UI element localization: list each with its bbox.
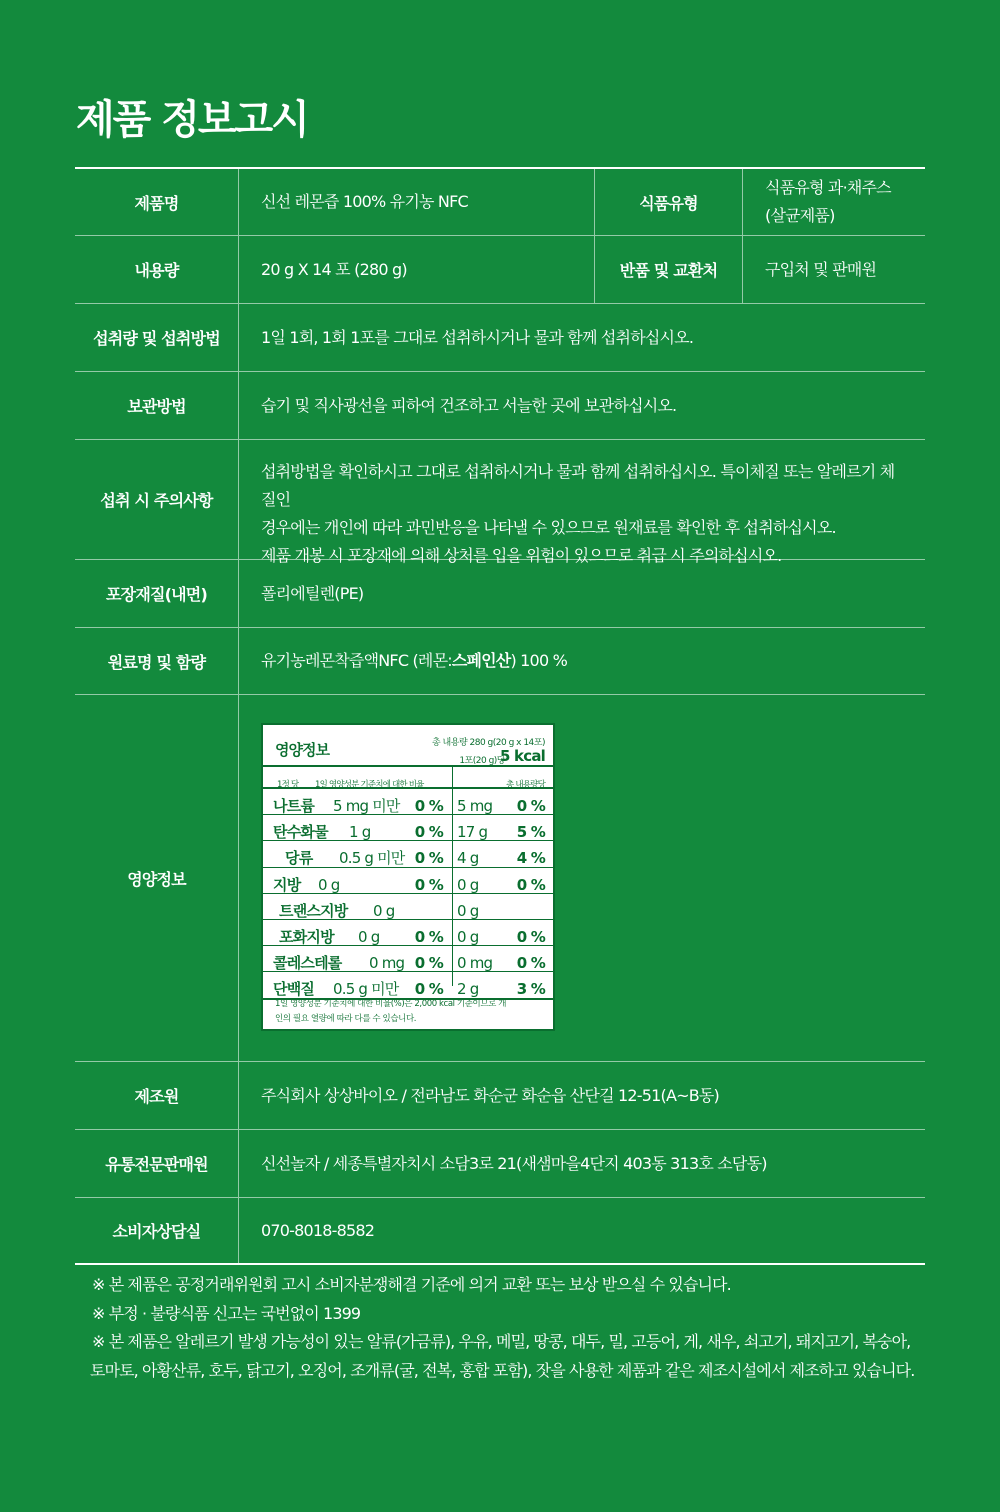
label-intake: 섭취량 및 섭취방법 <box>75 304 239 371</box>
nutrient-total-percent: 4 % <box>516 849 545 868</box>
nutrient-amount: 0.5 g 미만 <box>333 980 399 999</box>
value-storage: 습기 및 직사광선을 피하여 건조하고 서늘한 곳에 보관하십시오. <box>261 395 677 415</box>
nutrient-amount: 0 mg <box>369 954 405 973</box>
label-food-type: 식품유형 <box>595 169 743 235</box>
nutrient-total-percent: 0 % <box>516 875 545 894</box>
value-distributor: 신선놀자 / 세종특별자치시 소담3로 21(새샘마을4단지 403동 313호 소담동) <box>261 1153 767 1173</box>
nutrient-total-amount: 5 mg <box>457 797 493 815</box>
nutrition-per: 1포(20 g)당 <box>459 756 505 766</box>
nutrient-name: 지방 <box>273 875 301 894</box>
nutrition-row <box>263 868 553 894</box>
row-content <box>75 236 925 304</box>
label-distributor: 유통전문판매원 <box>75 1130 239 1197</box>
label-manufacturer: 제조원 <box>75 1062 239 1129</box>
label-consumer: 소비자상담실 <box>75 1198 239 1263</box>
label-caution: 섭취 시 주의사항 <box>75 440 239 559</box>
value-consumer: 070-8018-8582 <box>261 1220 375 1240</box>
nutrition-footnote-2: 인의 필요 열량에 따라 다를 수 있습니다. <box>275 1014 417 1024</box>
value-packaging: 폴리에틸렌(PE) <box>261 583 364 603</box>
nutrient-daily-percent: 0 % <box>414 954 443 973</box>
nutrition-row <box>263 972 553 999</box>
nutrient-total-amount: 0 g <box>457 901 479 920</box>
nutrition-row <box>263 894 553 920</box>
nutrition-sub-b: 1일 영양성분 기준치에 대한 비율 <box>315 780 424 790</box>
nutrient-total-percent: 0 % <box>516 797 545 815</box>
caution-line-2: 경우에는 개인에 따라 과민반응을 나타낼 수 있으므로 원재료를 확인한 후 섭취하십시오. <box>261 518 836 537</box>
nutrition-kcal: 5 kcal <box>500 747 545 765</box>
nutrient-total-amount: 0 g <box>457 927 479 946</box>
nutrient-name: 단백질 <box>273 980 315 999</box>
nutrient-total-percent: 0 % <box>516 954 545 973</box>
nutrient-amount: 0 g <box>358 927 380 946</box>
nutrient-amount: 0 g <box>373 901 395 920</box>
nutrient-total-amount: 0 g <box>457 875 479 894</box>
label-return-place: 반품 및 교환처 <box>595 236 743 303</box>
row-caution <box>75 440 925 565</box>
nutrient-amount: 0 g <box>318 875 340 894</box>
nutrition-row <box>263 946 553 972</box>
row-packaging <box>75 560 925 628</box>
nutrition-sub-a: 1정 당 <box>277 780 299 790</box>
nutrient-daily-percent: 0 % <box>414 875 443 894</box>
nutrition-row <box>263 841 553 867</box>
nutrient-name: 콜레스테롤 <box>273 954 342 973</box>
label-content: 내용량 <box>75 236 239 303</box>
nutrient-name: 포화지방 <box>279 927 334 946</box>
product-info-table <box>75 167 925 1265</box>
value-food-type: 식품유형 과·채주스(살균제품) <box>765 178 891 225</box>
row-ingredients <box>75 628 925 695</box>
nutrient-amount: 5 mg 미만 <box>333 797 400 815</box>
notice-item-1: ※ 본 제품은 공정거래위원회 고시 소비자분쟁해결 기준에 의거 교환 또는 보상 받으실 수 있습니다. <box>92 1275 731 1294</box>
value-manufacturer: 주식회사 상상바이오 / 전라남도 화순군 화순읍 산단길 12-51(A~B동) <box>261 1085 719 1105</box>
notice-item-3: ※ 본 제품은 알레르기 발생 가능성이 있는 알류(가금류), 우유, 메밀, 땅콩, 대두, 밀, 고등어, 게, 새우, 쇠고기, 돼지고기, 복숭아, <box>92 1332 911 1351</box>
value-content: 20 g X 14 포 (280 g) <box>239 236 595 303</box>
nutrition-footnote <box>275 997 545 1027</box>
nutrient-amount: 1 g <box>349 823 371 842</box>
nutrition-rows <box>263 789 553 1000</box>
nutrient-name: 탄수화물 <box>273 823 328 842</box>
caution-line-1: 섭취방법을 확인하시고 그대로 섭취하시거나 물과 함께 섭취하십시오. 특이체질 또는 알레르기 체질인 <box>261 462 895 509</box>
nutrition-subheader <box>263 765 553 789</box>
row-distributor <box>75 1130 925 1198</box>
nutrient-name: 나트륨 <box>273 797 315 815</box>
nutrition-row <box>263 789 553 815</box>
nutrient-daily-percent: 0 % <box>414 823 443 842</box>
nutrition-header <box>263 725 553 767</box>
ingredients-pre: 유기농레몬착즙액NFC (레몬: <box>261 651 452 670</box>
value-intake: 1일 1회, 1회 1포를 그대로 섭취하시거나 물과 함께 섭취하십시오. <box>261 327 694 347</box>
nutrient-name: 트랜스지방 <box>279 901 348 920</box>
row-storage <box>75 372 925 440</box>
notice-item-2: ※ 부정 · 불량식품 신고는 국번없이 1399 <box>92 1303 361 1323</box>
nutrition-total: 총 내용량 280 g(20 g x 14포) <box>432 738 545 748</box>
row-product-name <box>75 169 925 236</box>
nutrition-row <box>263 815 553 841</box>
nutrition-footnote-1: 1일 영양성분 기준치에 대한 비율(%)은 2,000 kcal 기준이므로 개 <box>275 999 507 1009</box>
value-caution <box>239 440 925 565</box>
nutrient-name: 당류 <box>285 849 313 868</box>
nutrient-total-amount: 0 mg <box>457 954 493 973</box>
label-storage: 보관방법 <box>75 372 239 439</box>
page-title: 제품 정보고시 <box>76 97 308 143</box>
nutrition-sub-c: 총 내용량당 <box>506 780 545 790</box>
row-intake <box>75 304 925 372</box>
label-ingredients: 원료명 및 함량 <box>75 628 239 694</box>
nutrient-total-amount: 17 g <box>457 823 488 842</box>
nutrient-total-percent: 3 % <box>516 980 545 999</box>
nutrient-daily-percent: 0 % <box>414 797 443 815</box>
nutrient-daily-percent: 0 % <box>414 927 443 946</box>
nutrient-daily-percent: 0 % <box>414 980 443 999</box>
row-manufacturer <box>75 1062 925 1130</box>
row-consumer <box>75 1198 925 1263</box>
nutrient-total-percent: 5 % <box>516 823 545 842</box>
nutrient-daily-percent: 0 % <box>414 849 443 868</box>
label-nutrition: 영양정보 <box>75 695 239 1061</box>
nutrition-row <box>263 920 553 946</box>
value-nutrition <box>239 695 925 1061</box>
nutrient-total-amount: 4 g <box>457 849 479 868</box>
label-packaging: 포장재질(내면) <box>75 560 239 627</box>
caution-line-3: 제품 개봉 시 포장재에 의해 상처를 입을 위험이 있으므로 취급 시 주의하십시오. <box>261 546 782 565</box>
ingredients-post: ) 100 % <box>510 651 568 670</box>
notice-item-4: 토마토, 아황산류, 호두, 닭고기, 오징어, 조개류(굴, 전복, 홍합 포함), 잣을 사용한 제품과 같은 제조시설에서 제조하고 있습니다. <box>90 1360 915 1380</box>
nutrition-title: 영양정보 <box>275 741 329 759</box>
ingredients-origin: 스페인산 <box>451 651 511 670</box>
value-product-name: 신선 레몬즙 100% 유기농 NFC <box>239 169 595 235</box>
nutrient-total-percent: 0 % <box>516 927 545 946</box>
nutrient-amount: 0.5 g 미만 <box>339 849 405 868</box>
label-product-name: 제품명 <box>75 169 239 235</box>
row-nutrition <box>75 695 925 1062</box>
notice-list <box>92 1271 962 1385</box>
nutrition-label <box>261 723 555 1031</box>
nutrient-total-amount: 2 g <box>457 980 479 999</box>
value-ingredients <box>239 628 925 694</box>
value-return-place: 구입처 및 판매원 <box>765 259 877 279</box>
